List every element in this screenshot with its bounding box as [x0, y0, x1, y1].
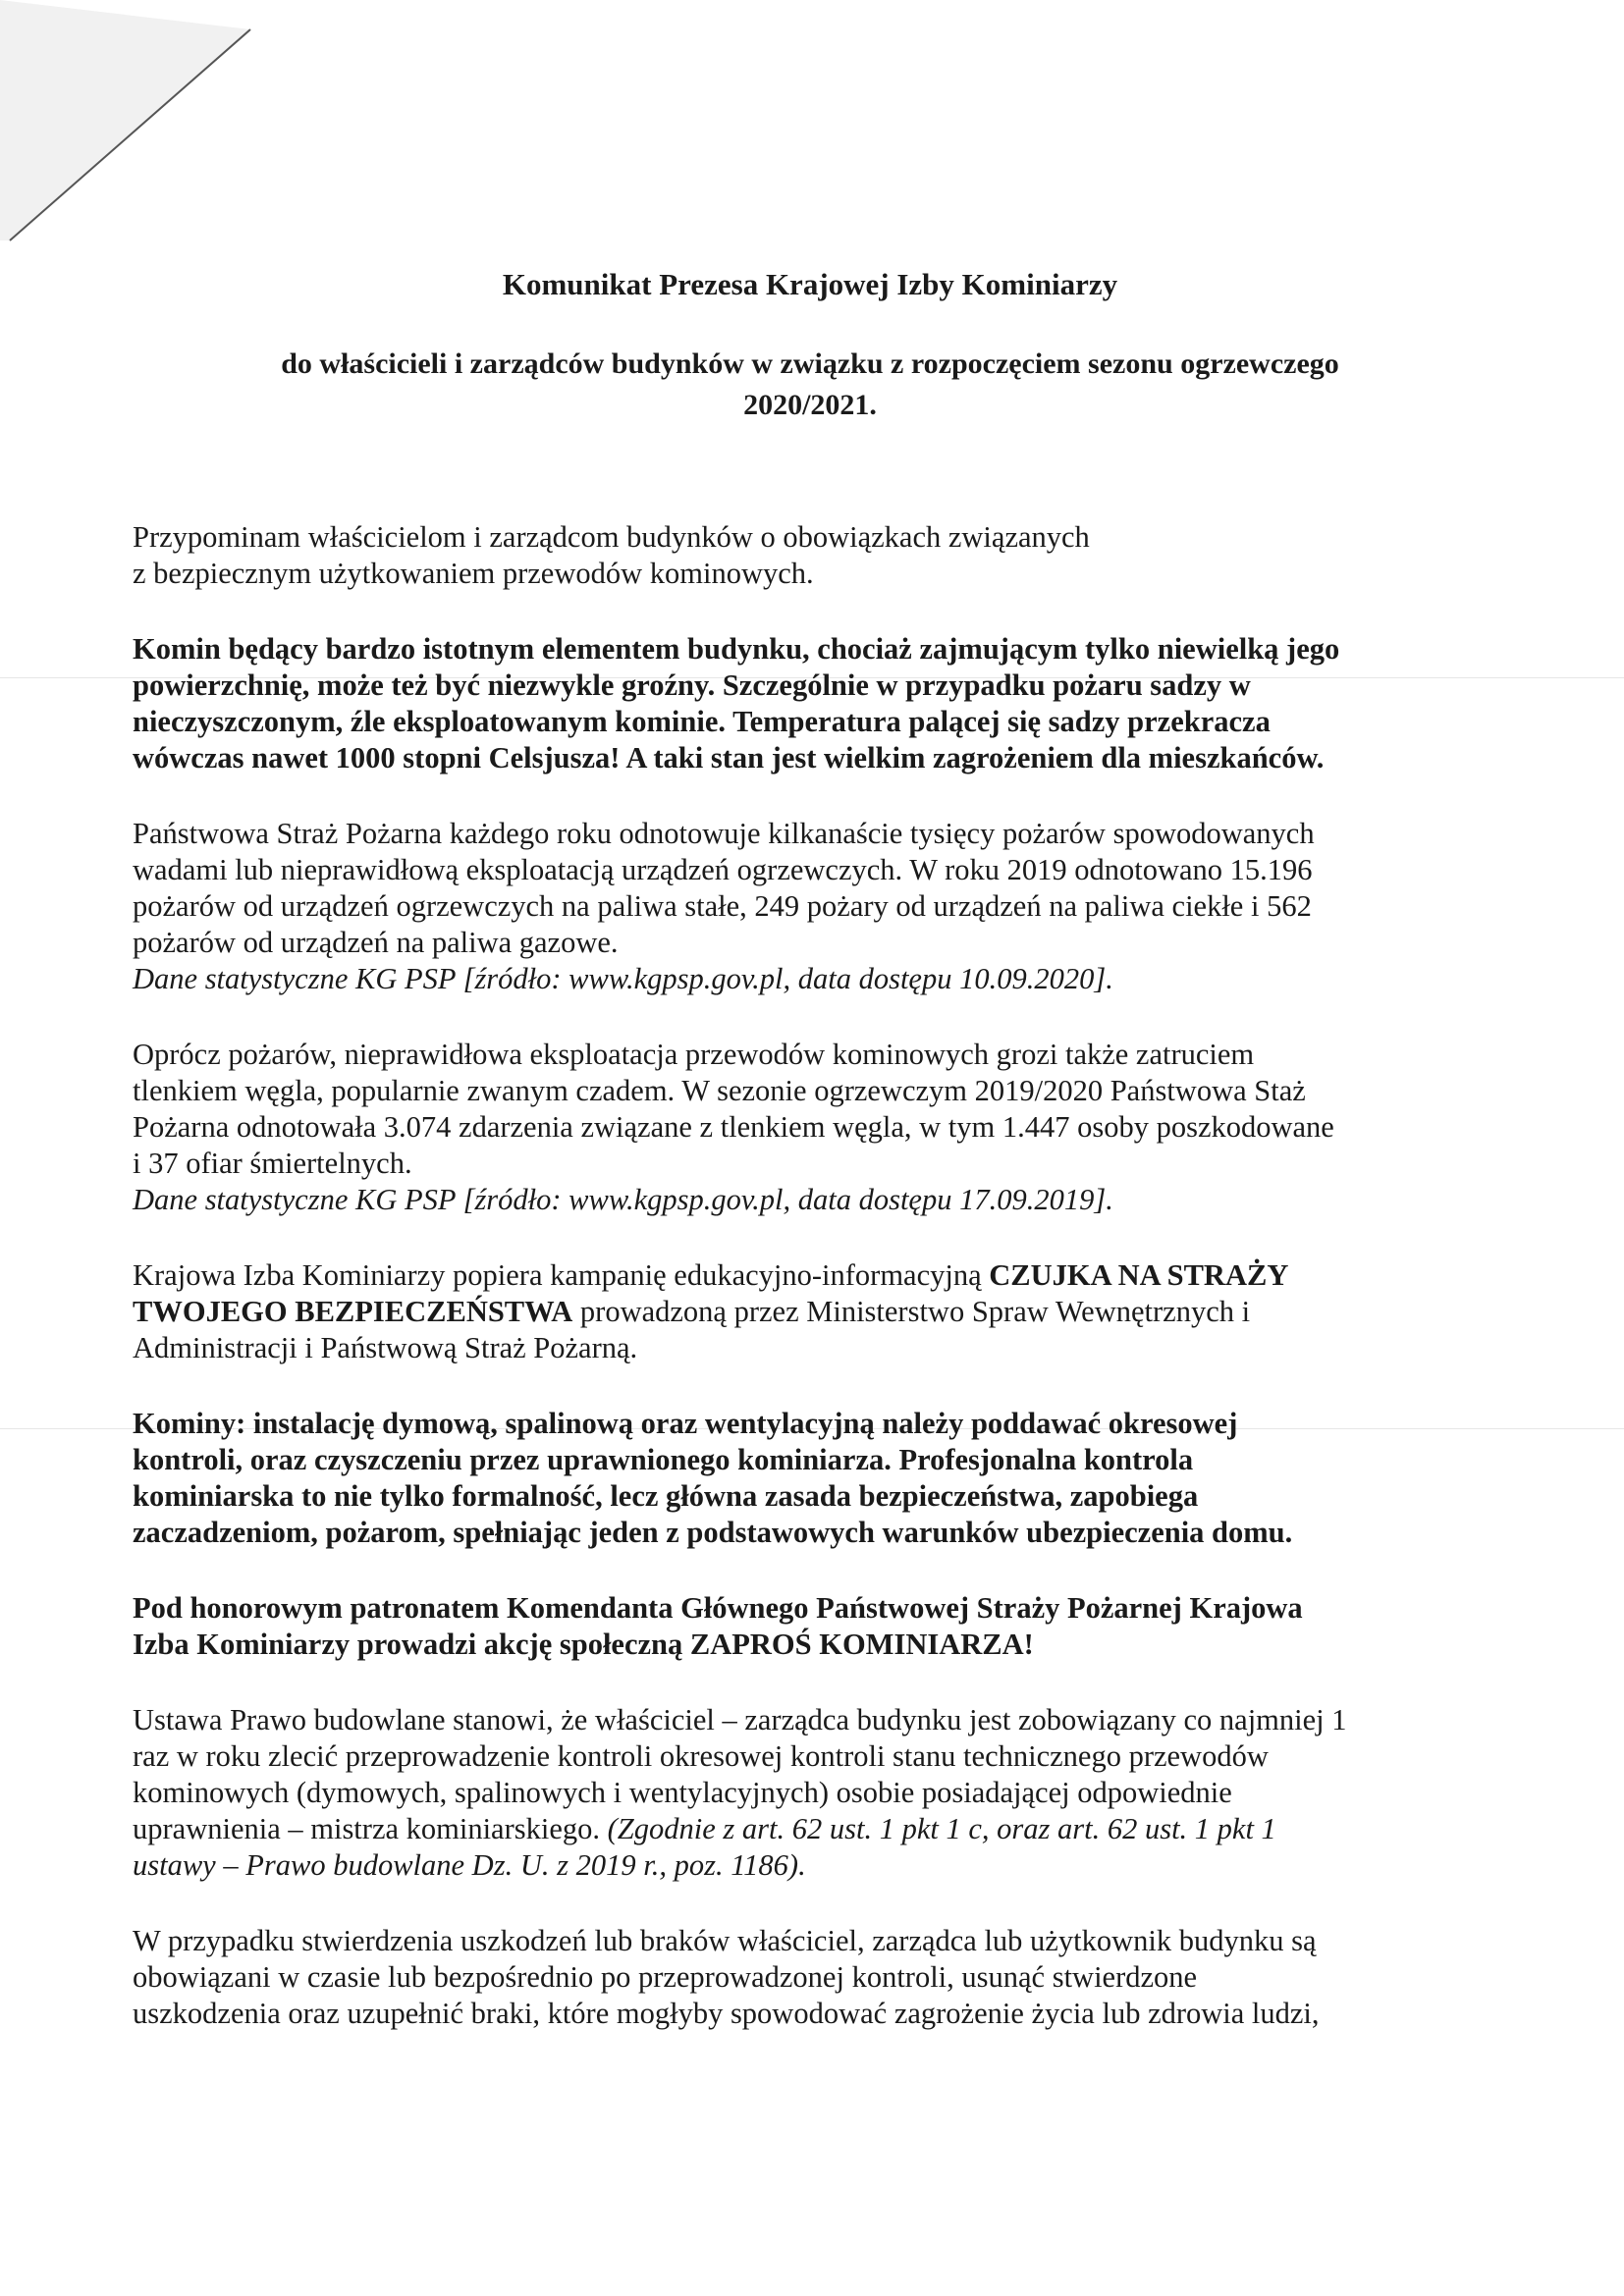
document-page — [133, 265, 1488, 2071]
text-line: i 37 ofiar śmiertelnych. — [133, 1147, 412, 1180]
text-line: pożarów od urządzeń ogrzewczych na paliwa stałe, 249 pożary od urządzeń na paliwa ciekłe i 562 — [133, 889, 1312, 923]
text-line: uszkodzenia oraz uzupełnić braki, które mogłyby spowodować zagrożenie życia lub zdrowia ludzi, — [133, 1997, 1320, 2030]
text-line: Kominy: instalację dymową, spalinową oraz wentylacyjną należy poddawać okresowej — [133, 1407, 1238, 1440]
document-title: Komunikat Prezesa Krajowej Izby Kominiarzy — [502, 267, 1118, 301]
paragraph-reminder — [133, 519, 1488, 592]
text-line: Administracji i Państwową Straż Pożarną. — [133, 1331, 638, 1364]
paragraph-campaign — [133, 1257, 1488, 1366]
document-subtitle — [133, 344, 1488, 426]
text-run: uprawnienia – mistrza kominiarskiego. — [133, 1812, 608, 1845]
text-line: kominowych (dymowych, spalinowych i wentylacyjnych) osobie posiadającej odpowiednie — [133, 1776, 1232, 1809]
subtitle-line: 2020/2021. — [743, 389, 877, 421]
legal-reference: (Zgodnie z art. 62 ust. 1 pkt 1 c, oraz art. 62 ust. 1 pkt 1 — [607, 1812, 1276, 1845]
paragraph-chimney-control — [133, 1406, 1488, 1551]
text-line — [133, 1294, 1488, 1330]
text-line — [133, 1811, 1488, 1847]
source-citation: Dane statystyczne KG PSP [źródło: www.kgpsp.gov.pl, data dostępu 10.09.2020]. — [133, 962, 1113, 995]
paragraph-carbon-monoxide — [133, 1037, 1488, 1218]
text-line: Przypominam właścicielom i zarządcom budynków o obowiązkach związanych — [133, 520, 1090, 554]
text-line: Oprócz pożarów, nieprawidłowa eksploatacja przewodów kominowych grozi także zatruciem — [133, 1038, 1255, 1071]
text-line: pożarów od urządzeń na paliwa gazowe. — [133, 926, 619, 959]
text-line: Izba Kominiarzy prowadzi akcję społeczną ZAPROŚ KOMINIARZA! — [133, 1628, 1034, 1661]
text-line: tlenkiem węgla, popularnie zwanym czadem. W sezonie ogrzewczym 2019/2020 Państwowa Staż — [133, 1074, 1306, 1107]
text-run: Krajowa Izba Kominiarzy popiera kampanię edukacyjno-informacyjną — [133, 1258, 990, 1292]
text-line: nieczyszczonym, źle eksploatowanym kominie. Temperatura palącej się sadzy przekracza — [133, 705, 1271, 738]
paragraph-patronage — [133, 1590, 1488, 1663]
text-line: wadami lub nieprawidłową eksploatacją urządzeń ogrzewczych. W roku 2019 odnotowano 15.196 — [133, 853, 1313, 886]
subtitle-line: do właścicieli i zarządców budynków w związku z rozpoczęciem sezonu ogrzewczego — [281, 347, 1339, 380]
text-line: Pożarna odnotowała 3.074 zdarzenia związane z tlenkiem węgla, w tym 1.447 osoby poszkodowane — [133, 1110, 1334, 1144]
folded-corner-artifact — [0, 0, 255, 245]
text-line — [133, 1257, 1488, 1294]
text-line: Pod honorowym patronatem Komendanta Głównego Państwowej Straży Pożarnej Krajowa — [133, 1591, 1303, 1625]
text-line: Ustawa Prawo budowlane stanowi, że właściciel – zarządca budynku jest zobowiązany co najmniej 1 — [133, 1703, 1347, 1736]
paragraph-repairs — [133, 1923, 1488, 2032]
text-line: obowiązani w czasie lub bezpośrednio po przeprowadzonej kontroli, usunąć stwierdzone — [133, 1960, 1198, 1994]
text-line: Państwowa Straż Pożarna każdego roku odnotowuje kilkanaście tysięcy pożarów spowodowanych — [133, 817, 1315, 850]
text-line: W przypadku stwierdzenia uszkodzeń lub braków właściciel, zarządca lub użytkownik budynku są — [133, 1924, 1317, 1957]
text-line: powierzchnię, może też być niezwykle groźny. Szczególnie w przypadku pożaru sadzy w — [133, 668, 1251, 702]
paragraph-fire-statistics — [133, 816, 1488, 997]
paragraph-chimney-danger — [133, 631, 1488, 776]
text-run: prowadzoną przez Ministerstwo Spraw Wewnętrznych i — [572, 1295, 1251, 1328]
text-line: raz w roku zlecić przeprowadzenie kontroli okresowej kontroli stanu technicznego przewodów — [133, 1739, 1269, 1773]
text-line: wówczas nawet 1000 stopni Celsjusza! A taki stan jest wielkim zagrożeniem dla mieszkańców. — [133, 741, 1325, 774]
text-line: zaczadzeniom, pożarom, spełniając jeden z podstawowych warunków ubezpieczenia domu. — [133, 1516, 1293, 1549]
source-citation: Dane statystyczne KG PSP [źródło: www.kgpsp.gov.pl, data dostępu 17.09.2019]. — [133, 1183, 1113, 1216]
text-line: kontroli, oraz czyszczeniu przez uprawnionego kominiarza. Profesjonalna kontrola — [133, 1443, 1194, 1476]
legal-reference: ustawy – Prawo budowlane Dz. U. z 2019 r., poz. 1186). — [133, 1848, 806, 1882]
campaign-name: TWOJEGO BEZPIECZEŃSTWA — [133, 1295, 573, 1328]
text-line: Komin będący bardzo istotnym elementem budynku, chociaż zajmującym tylko niewielką jego — [133, 632, 1340, 666]
text-line: kominiarska to nie tylko formalność, lecz główna zasada bezpieczeństwa, zapobiega — [133, 1479, 1199, 1513]
text-line: z bezpiecznym użytkowaniem przewodów kominowych. — [133, 557, 814, 590]
paragraph-law — [133, 1702, 1488, 1884]
campaign-name: CZUJKA NA STRAŻY — [989, 1258, 1289, 1292]
